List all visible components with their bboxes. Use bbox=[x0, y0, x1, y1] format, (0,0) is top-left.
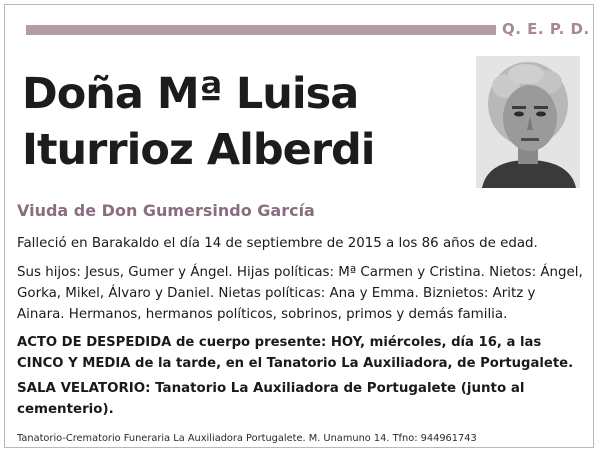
deceased-name bbox=[22, 66, 462, 178]
header-bar bbox=[26, 25, 496, 35]
name-line-1: Doña Mª Luisa bbox=[22, 69, 359, 119]
funeral-home-footer: Tanatorio-Crematorio Funeraria La Auxiliadora Portugalete. M. Unamuno 14. Tfno: 944961743 bbox=[17, 433, 477, 444]
death-announcement: Falleció en Barakaldo el día 14 de septiembre de 2015 a los 86 años de edad. bbox=[17, 236, 538, 251]
name-line-2: Iturrioz Alberdi bbox=[22, 125, 375, 175]
farewell-ceremony: ACTO DE DESPEDIDA de cuerpo presente: HOY, miércoles, día 16, a las CINCO Y MEDIA de la tarde, en el Tanatorio La Auxiliadora, de Portugalete. bbox=[17, 335, 574, 371]
portrait-photo-icon bbox=[476, 56, 580, 188]
qepd-label: Q. E. P. D. bbox=[502, 20, 590, 38]
widow-subtitle: Viuda de Don Gumersindo García bbox=[17, 201, 315, 220]
family-list: Sus hijos: Jesus, Gumer y Ángel. Hijas políticas: Mª Carmen y Cristina. Nietos: Ángel, Gorka, Mikel, Álvaro y Daniel. Nietas políticas: Ana y Emma. Biznietos: Aritz y Ainara. Hermanos, hermanos políticos, sobrinos, primos y demás familia. bbox=[17, 265, 583, 322]
wake-room: SALA VELATORIO: Tanatorio La Auxiliadora de Portugalete (junto al cementerio). bbox=[17, 381, 525, 417]
